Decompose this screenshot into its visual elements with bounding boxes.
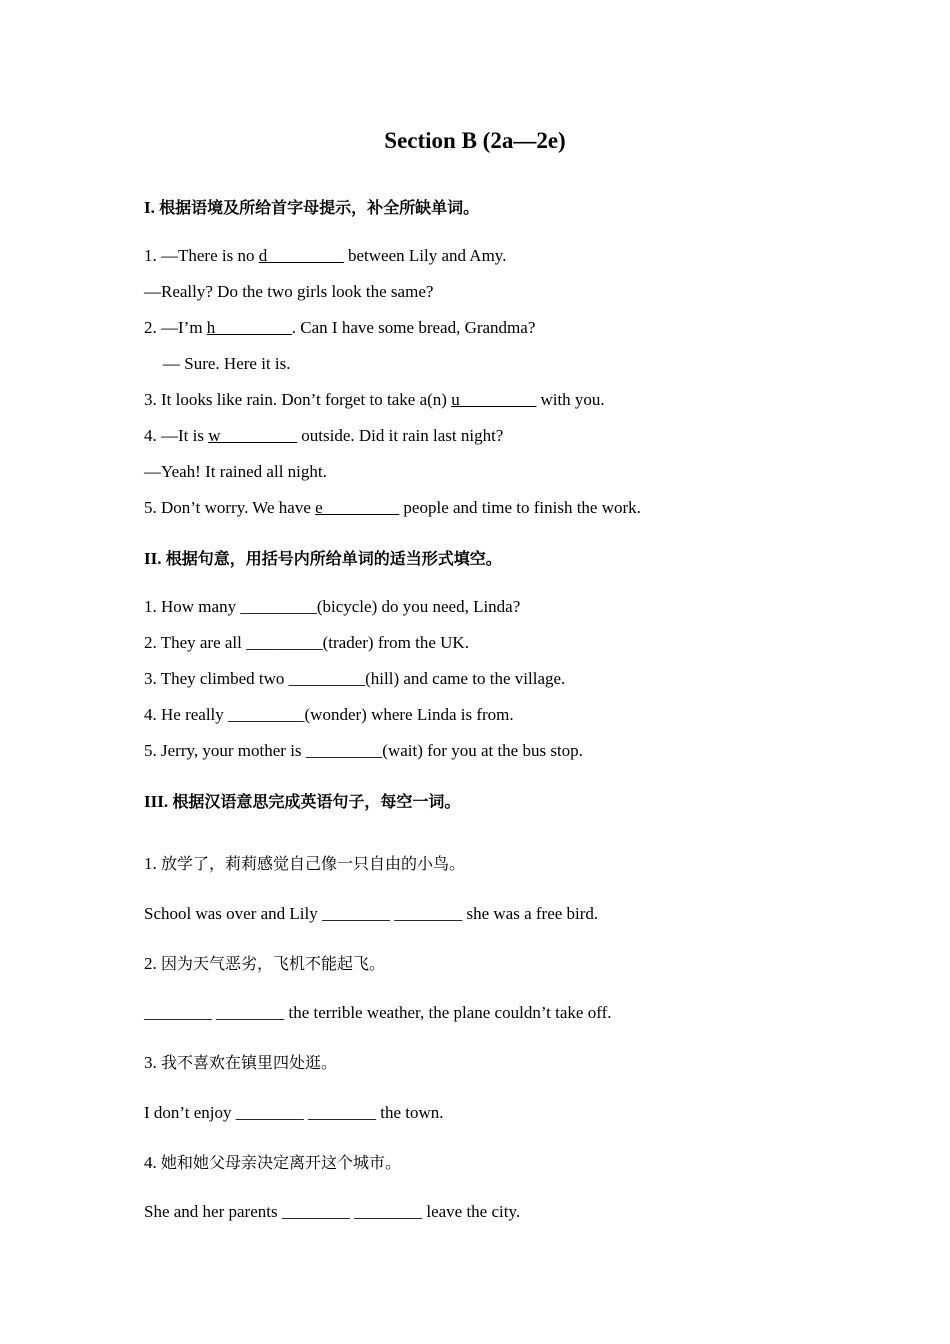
section-3-instruction: 根据汉语意思完成英语句子，每空一词。 xyxy=(172,792,461,811)
s1-q5-text-after: people and time to finish the work. xyxy=(399,498,641,517)
s1-q4-text-after: outside. Did it rain last night? xyxy=(297,426,504,445)
section-3-number: III. xyxy=(144,792,169,811)
s1-q2-text-after: . Can I have some bread, Grandma? xyxy=(291,318,536,337)
s3-q2-number: 2. xyxy=(144,954,161,973)
s1-q4-text-before: 4. —It is xyxy=(144,426,209,445)
s3-q3-number: 3. xyxy=(144,1053,161,1072)
s1-question-2 xyxy=(144,317,535,339)
s1-q5-blank: e_________ xyxy=(315,498,400,517)
section-1-instruction: 根据语境及所给首字母提示，补全所缺单词。 xyxy=(159,198,480,217)
s3-q3-prompt: 我不喜欢在镇里四处逛。 xyxy=(161,1053,338,1072)
s1-reply-2: — Sure. Here it is. xyxy=(163,354,291,373)
s3-question-2-english: ________ ________ the terrible weather, the plane couldn’t take off. xyxy=(144,1003,612,1022)
s1-q1-text-before: 1. —There is no xyxy=(144,246,259,265)
s3-question-3-chinese xyxy=(144,1052,337,1074)
s1-q1-text-after: between Lily and Amy. xyxy=(343,246,507,265)
section-1-number: I. xyxy=(144,198,155,217)
page-title: Section B (2a—2e) xyxy=(384,128,566,153)
section-2-heading xyxy=(144,548,502,570)
s1-question-4 xyxy=(144,425,503,447)
s3-question-1-chinese xyxy=(144,853,465,875)
s3-q1-number: 1. xyxy=(144,854,161,873)
s3-question-3-english: I don’t enjoy ________ ________ the town. xyxy=(144,1103,444,1122)
s3-question-4-english: She and her parents ________ ________ leave the city. xyxy=(144,1202,521,1221)
s1-question-3 xyxy=(144,389,605,411)
s1-question-1 xyxy=(144,245,506,267)
s1-reply-1: —Really? Do the two girls look the same? xyxy=(144,282,434,301)
s2-question-4: 4. He really _________(wonder) where Linda is from. xyxy=(144,705,514,724)
s2-question-1: 1. How many _________(bicycle) do you need, Linda? xyxy=(144,597,521,616)
s3-question-2-chinese xyxy=(144,953,385,975)
s3-q4-number: 4. xyxy=(144,1153,161,1172)
section-2-number: II. xyxy=(144,549,162,568)
s3-question-4-chinese xyxy=(144,1152,401,1174)
s1-question-5 xyxy=(144,497,641,519)
s3-q1-prompt: 放学了，莉莉感觉自己像一只自由的小鸟。 xyxy=(161,854,466,873)
section-1-heading xyxy=(144,197,479,219)
s2-question-5: 5. Jerry, your mother is _________(wait) for you at the bus stop. xyxy=(144,741,583,760)
section-2-instruction: 根据句意，用括号内所给单词的适当形式填空。 xyxy=(165,549,502,568)
s1-q2-blank: h_________ xyxy=(206,318,292,337)
s2-question-2: 2. They are all _________(trader) from the UK. xyxy=(144,633,469,652)
s3-question-1-english: School was over and Lily ________ ________ she was a free bird. xyxy=(144,904,599,923)
s1-reply-4: —Yeah! It rained all night. xyxy=(144,462,327,481)
section-3-heading xyxy=(144,791,460,813)
s1-q2-text-before: 2. —I’m xyxy=(144,318,207,337)
s1-q5-text-before: 5. Don’t worry. We have xyxy=(144,498,316,517)
s1-q3-text-after: with you. xyxy=(536,390,605,409)
s1-q3-blank: u_________ xyxy=(451,390,537,409)
s3-q4-prompt: 她和她父母亲决定离开这个城市。 xyxy=(161,1153,402,1172)
s1-q4-blank: w_________ xyxy=(208,426,298,445)
s1-q3-text-before: 3. It looks like rain. Don’t forget to take a(n) xyxy=(144,390,452,409)
s1-q1-blank: d_________ xyxy=(258,246,344,265)
s2-question-3: 3. They climbed two _________(hill) and came to the village. xyxy=(144,669,566,688)
s3-q2-prompt: 因为天气恶劣，飞机不能起飞。 xyxy=(161,954,386,973)
